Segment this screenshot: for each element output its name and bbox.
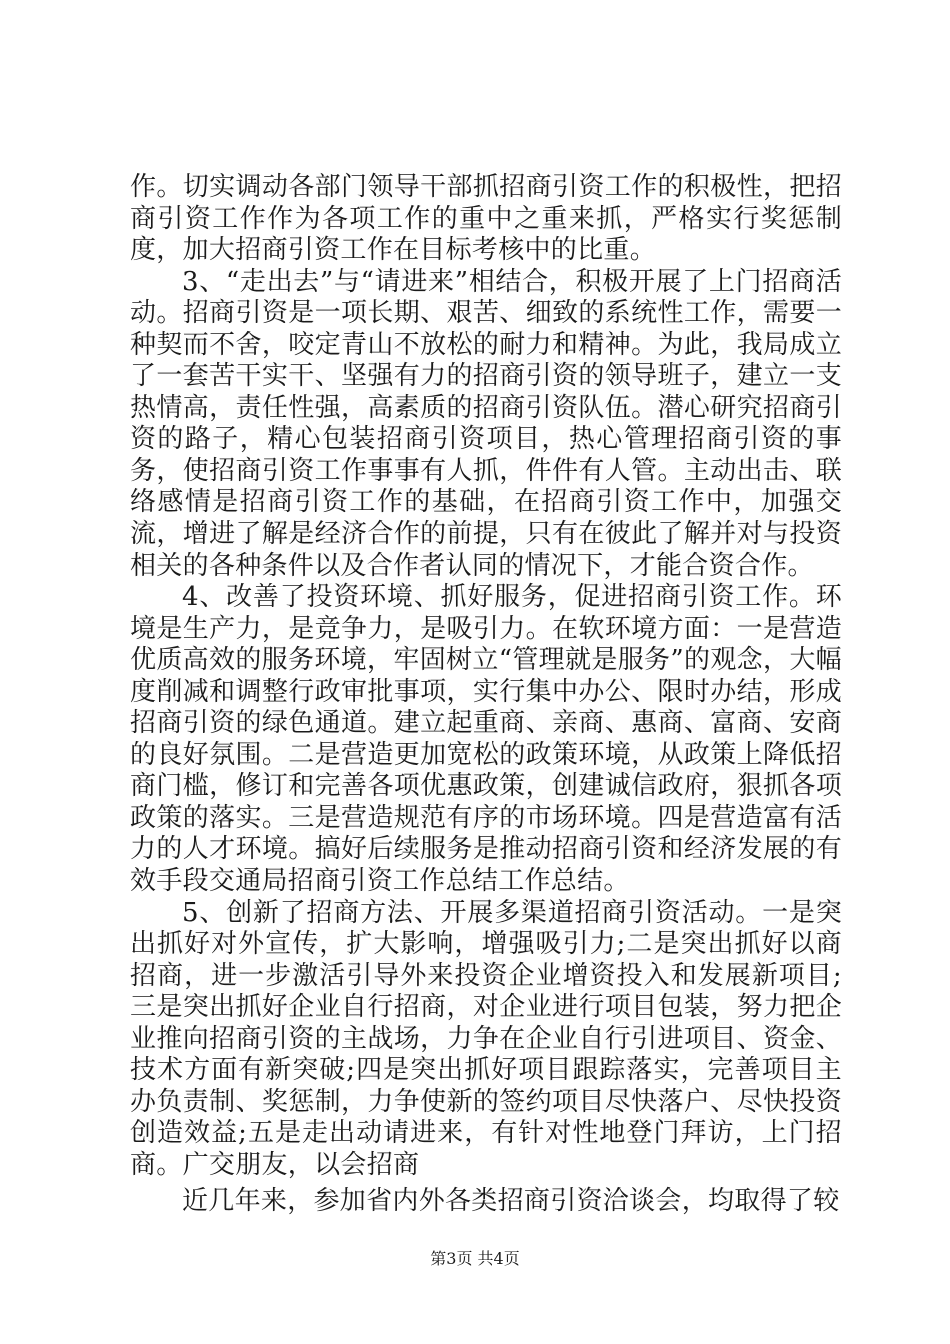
paragraph-continuation: 作。切实调动各部门领导干部抓招商引资工作的积极性，把招商引资工作作为各项工作的重中之重来抓，严格实行奖惩制度，加大招商引资工作在目标考核中的比重。: [130, 172, 842, 266]
paragraph-item-4: 4、改善了投资环境、抓好服务，促进招商引资工作。环境是生产力，是竞争力，是吸引力。在软环境方面：一是营造优质高效的服务环境，牢固树立“管理就是服务”的观念，大幅度削减和调整行政审批事项，实行集中办公、限时办结，形成招商引资的绿色通道。建立起重商、亲商、惠商、富商、安商的良好氛围。二是营造更加宽松的政策环境，从政策上降低招商门槛，修订和完善各项优惠政策，创建诚信政府，狠抓各项政策的落实。三是营造规范有序的市场环境。四是营造富有活力的人才环境。搞好后续服务是推动招商引资和经济发展的有效手段交通局招商引资工作总结工作总结。: [130, 582, 842, 897]
page-number-footer: 第3页 共4页: [430, 1249, 520, 1268]
paragraph-closing: 近几年来，参加省内外各类招商引资洽谈会，均取得了较: [182, 1185, 840, 1216]
paragraph-item-5: 5、创新了招商方法、开展多渠道招商引资活动。一是突出抓好对外宣传，扩大影响，增强吸引力;二是突出抓好以商招商，进一步激活引导外来投资企业增资投入和发展新项目;三是突出抓好企业自行招商，对企业进行项目包装，努力把企业推向招商引资的主战场，力争在企业自行引进项目、资金、技术方面有新突破;四是突出抓好项目跟踪落实，完善项目主办负责制、奖惩制，力争使新的签约项目尽快落户、尽快投资创造效益;五是走出动请进来，有针对性地登门拜访，上门招商。广交朋友，以会招商: [130, 897, 842, 1180]
document-body: [130, 172, 842, 1217]
paragraph-item-3: 3、“走出去”与“请进来”相结合，积极开展了上门招商活动。招商引资是一项长期、艰苦、细致的系统性工作，需要一种契而不舍，咬定青山不放松的耐力和精神。为此，我局成立了一套苦干实干、坚强有力的招商引资的领导班子，建立一支热情高，责任性强，高素质的招商引资队伍。潜心研究招商引资的路子，精心包装招商引资项目，热心管理招商引资的事务，使招商引资工作事事有人抓，件件有人管。主动出击、联络感情是招商引资工作的基础，在招商引资工作中，加强交流，增进了解是经济合作的前提，只有在彼此了解并对与投资相关的各种条件以及合作者认同的情况下，才能合资合作。: [130, 266, 842, 581]
